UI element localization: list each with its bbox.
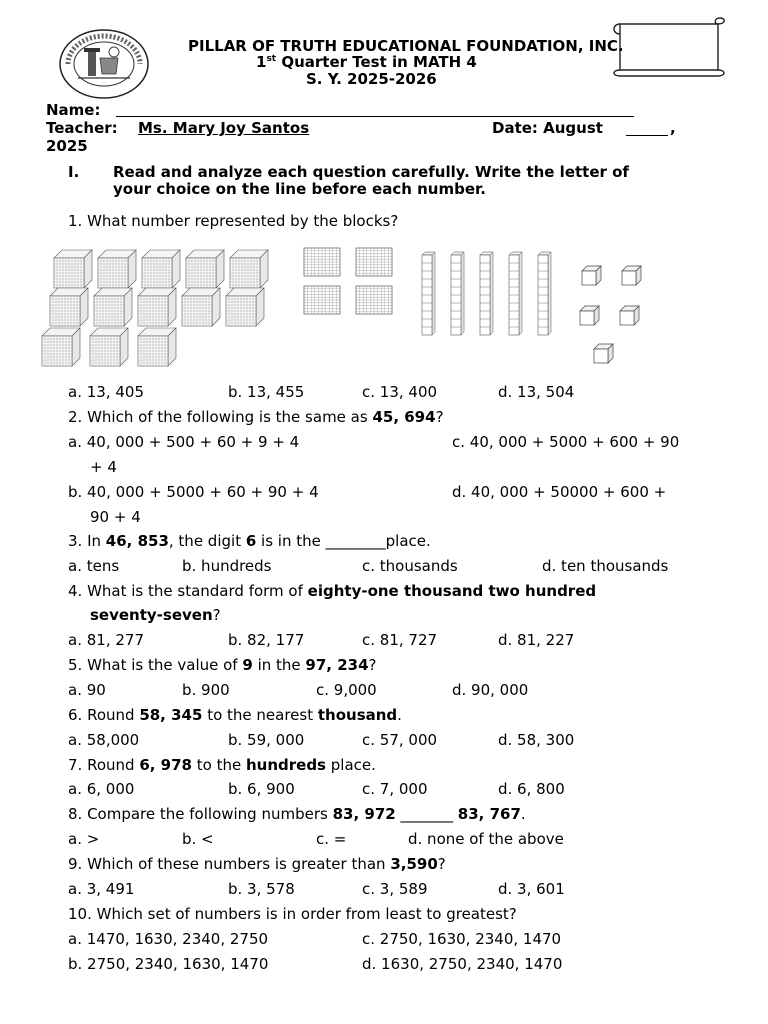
q2-option-c[interactable]: c. 40, 000 + 5000 + 600 + 90 (452, 433, 680, 451)
q6-option-c[interactable]: c. 57, 000 (362, 731, 438, 749)
ten-rod (538, 252, 551, 335)
q3-option-c[interactable]: c. thousands (362, 557, 458, 575)
q8-option-c[interactable]: c. = (316, 830, 347, 848)
q2-number: 45, 694 (372, 408, 436, 426)
one-cube (580, 306, 599, 325)
thousand-cube (42, 328, 80, 366)
q5-digit: 9 (242, 656, 253, 674)
question-2 (68, 408, 444, 426)
q1-option-b[interactable]: b. 13, 455 (228, 383, 305, 401)
hundred-flat (304, 286, 340, 314)
q4-option-d[interactable]: d. 81, 227 (498, 631, 575, 649)
q3-text-1: 3. In (68, 532, 106, 550)
q9-option-c[interactable]: c. 3, 589 (362, 880, 428, 898)
q8-number-2: 83, 767 (457, 805, 521, 823)
question-3 (68, 532, 431, 550)
q3-option-b[interactable]: b. hundreds (182, 557, 272, 575)
q10-option-a[interactable]: a. 1470, 1630, 2340, 2750 (68, 930, 269, 948)
one-cube (594, 344, 613, 363)
q8-number-1: 83, 972 (332, 805, 396, 823)
q5-text-2: in the (252, 656, 306, 674)
q2-option-c-cont: + 4 (90, 458, 117, 476)
question-1: 1. What number represented by the blocks? (68, 212, 399, 230)
q5-number: 97, 234 (305, 656, 369, 674)
q8-end: . (520, 805, 526, 823)
q2-option-d-cont: 90 + 4 (90, 508, 141, 526)
q3-text-2: , the digit (168, 532, 246, 550)
school-name: PILLAR OF TRUTH EDUCATIONAL FOUNDATION, INC. (188, 37, 624, 55)
thousand-cube (54, 250, 92, 288)
date-label: Date: August (492, 119, 603, 137)
q7-text-1: 7. Round (68, 756, 140, 774)
thousand-cube (138, 288, 176, 326)
q7-place: hundreds (245, 756, 326, 774)
q3-option-a[interactable]: a. tens (68, 557, 120, 575)
section-numeral: I. (68, 163, 80, 181)
q5-end: ? (368, 656, 377, 674)
q5-option-c[interactable]: c. 9,000 (316, 681, 377, 699)
q1-option-a[interactable]: a. 13, 405 (68, 383, 144, 401)
q4-words-2: seventy-seven (90, 606, 213, 624)
one-cube (582, 266, 601, 285)
test-title-number: 1 (256, 53, 267, 71)
q5-option-b[interactable]: b. 900 (182, 681, 230, 699)
q9-option-b[interactable]: b. 3, 578 (228, 880, 295, 898)
q3-option-d[interactable]: d. ten thousands (542, 557, 669, 575)
hundred-flat (304, 248, 340, 276)
scroll-banner-icon (610, 14, 728, 80)
test-title-text: Quarter Test in MATH 4 (276, 53, 477, 71)
q3-number: 46, 853 (105, 532, 169, 550)
hundred-flat (356, 286, 392, 314)
thousand-cube (138, 328, 176, 366)
thousand-cube (94, 288, 132, 326)
q7-option-c[interactable]: c. 7, 000 (362, 780, 428, 798)
thousand-cube (230, 250, 268, 288)
q2-text: 2. Which of the following is the same as (68, 408, 373, 426)
q3-blank: ________ (325, 532, 386, 550)
q4-end: ? (212, 606, 221, 624)
hundred-flat (356, 248, 392, 276)
date-comma: , (670, 119, 676, 137)
q6-number: 58, 345 (139, 706, 203, 724)
thousand-cube (50, 288, 88, 326)
one-cube (622, 266, 641, 285)
question-5 (68, 656, 377, 674)
q2-option-a[interactable]: a. 40, 000 + 500 + 60 + 9 + 4 (68, 433, 300, 451)
ten-rod (451, 252, 464, 335)
test-title (256, 53, 477, 71)
test-title-sup: st (266, 54, 277, 64)
one-cube (620, 306, 639, 325)
q7-option-a[interactable]: a. 6, 000 (68, 780, 135, 798)
thousand-cube (98, 250, 136, 288)
teacher-name: Ms. Mary Joy Santos (138, 119, 310, 137)
ten-rod (480, 252, 493, 335)
name-field[interactable] (116, 100, 634, 117)
q10-option-b[interactable]: b. 2750, 2340, 1630, 1470 (68, 955, 269, 973)
q2-end: ? (435, 408, 444, 426)
q4-option-c[interactable]: c. 81, 727 (362, 631, 438, 649)
q9-option-a[interactable]: a. 3, 491 (68, 880, 135, 898)
ten-rod (422, 252, 435, 335)
question-6 (68, 706, 402, 724)
q9-text: 9. Which of these numbers is greater than (68, 855, 391, 873)
q6-option-b[interactable]: b. 59, 000 (228, 731, 305, 749)
q6-option-a[interactable]: a. 58,000 (68, 731, 140, 749)
thousand-cube (182, 288, 220, 326)
q5-text-1: 5. What is the value of (68, 656, 243, 674)
teacher-label: Teacher: (46, 119, 118, 137)
instruction-line-2: your choice on the line before each number. (113, 180, 486, 198)
q8-option-d[interactable]: d. none of the above (408, 830, 564, 848)
q3-text-3: is in the (256, 532, 326, 550)
q7-end: place. (325, 756, 376, 774)
q8-option-b[interactable]: b. < (182, 830, 214, 848)
thousand-cube (186, 250, 224, 288)
question-4-cont (90, 606, 221, 624)
q8-option-a[interactable]: a. > (68, 830, 100, 848)
q2-option-d[interactable]: d. 40, 000 + 50000 + 600 + (452, 483, 667, 501)
q8-blank: _______ (400, 805, 453, 823)
q10-option-d[interactable]: d. 1630, 2750, 2340, 1470 (362, 955, 563, 973)
q3-digit: 6 (245, 532, 257, 550)
instruction-line-1: Read and analyze each question carefully. Write the letter of (113, 163, 629, 181)
q2-option-b[interactable]: b. 40, 000 + 5000 + 60 + 90 + 4 (68, 483, 319, 501)
base-ten-blocks (38, 240, 658, 370)
q6-option-d[interactable]: d. 58, 300 (498, 731, 575, 749)
question-7 (68, 756, 376, 774)
q4-text: 4. What is the standard form of (68, 582, 308, 600)
q9-end: ? (437, 855, 446, 873)
school-seal-logo (58, 28, 150, 100)
question-8 (68, 805, 526, 823)
question-9 (68, 855, 446, 873)
school-year: S. Y. 2025-2026 (306, 70, 437, 88)
date-year: 2025 (46, 137, 88, 155)
q9-option-d[interactable]: d. 3, 601 (498, 880, 565, 898)
q7-option-d[interactable]: d. 6, 800 (498, 780, 565, 798)
q5-option-a[interactable]: a. 90 (68, 681, 106, 699)
q6-place: thousand (317, 706, 398, 724)
q6-text-1: 6. Round (68, 706, 140, 724)
q4-option-a[interactable]: a. 81, 277 (68, 631, 144, 649)
q1-option-c[interactable]: c. 13, 400 (362, 383, 438, 401)
blocks-drawing (38, 240, 658, 370)
thousand-cube (142, 250, 180, 288)
q4-words-1: eighty-one thousand two hundred (307, 582, 597, 600)
thousand-cube (226, 288, 264, 326)
q9-number: 3,590 (390, 855, 438, 873)
q5-option-d[interactable]: d. 90, 000 (452, 681, 529, 699)
q7-option-b[interactable]: b. 6, 900 (228, 780, 295, 798)
q4-option-b[interactable]: b. 82, 177 (228, 631, 305, 649)
q3-text-4: place. (385, 532, 431, 550)
q6-end: . (397, 706, 402, 724)
question-4 (68, 582, 596, 600)
q7-number: 6, 978 (139, 756, 192, 774)
q10-option-c[interactable]: c. 2750, 1630, 2340, 1470 (362, 930, 562, 948)
thousand-cube (90, 328, 128, 366)
q7-text-2: to the (191, 756, 246, 774)
question-10: 10. Which set of numbers is in order from least to greatest? (68, 905, 517, 923)
name-label: Name: (46, 101, 101, 119)
q1-option-d[interactable]: d. 13, 504 (498, 383, 575, 401)
q6-text-2: to the nearest (202, 706, 318, 724)
ten-rod (509, 252, 522, 335)
q8-text: 8. Compare the following numbers (68, 805, 333, 823)
date-field[interactable] (626, 119, 668, 136)
